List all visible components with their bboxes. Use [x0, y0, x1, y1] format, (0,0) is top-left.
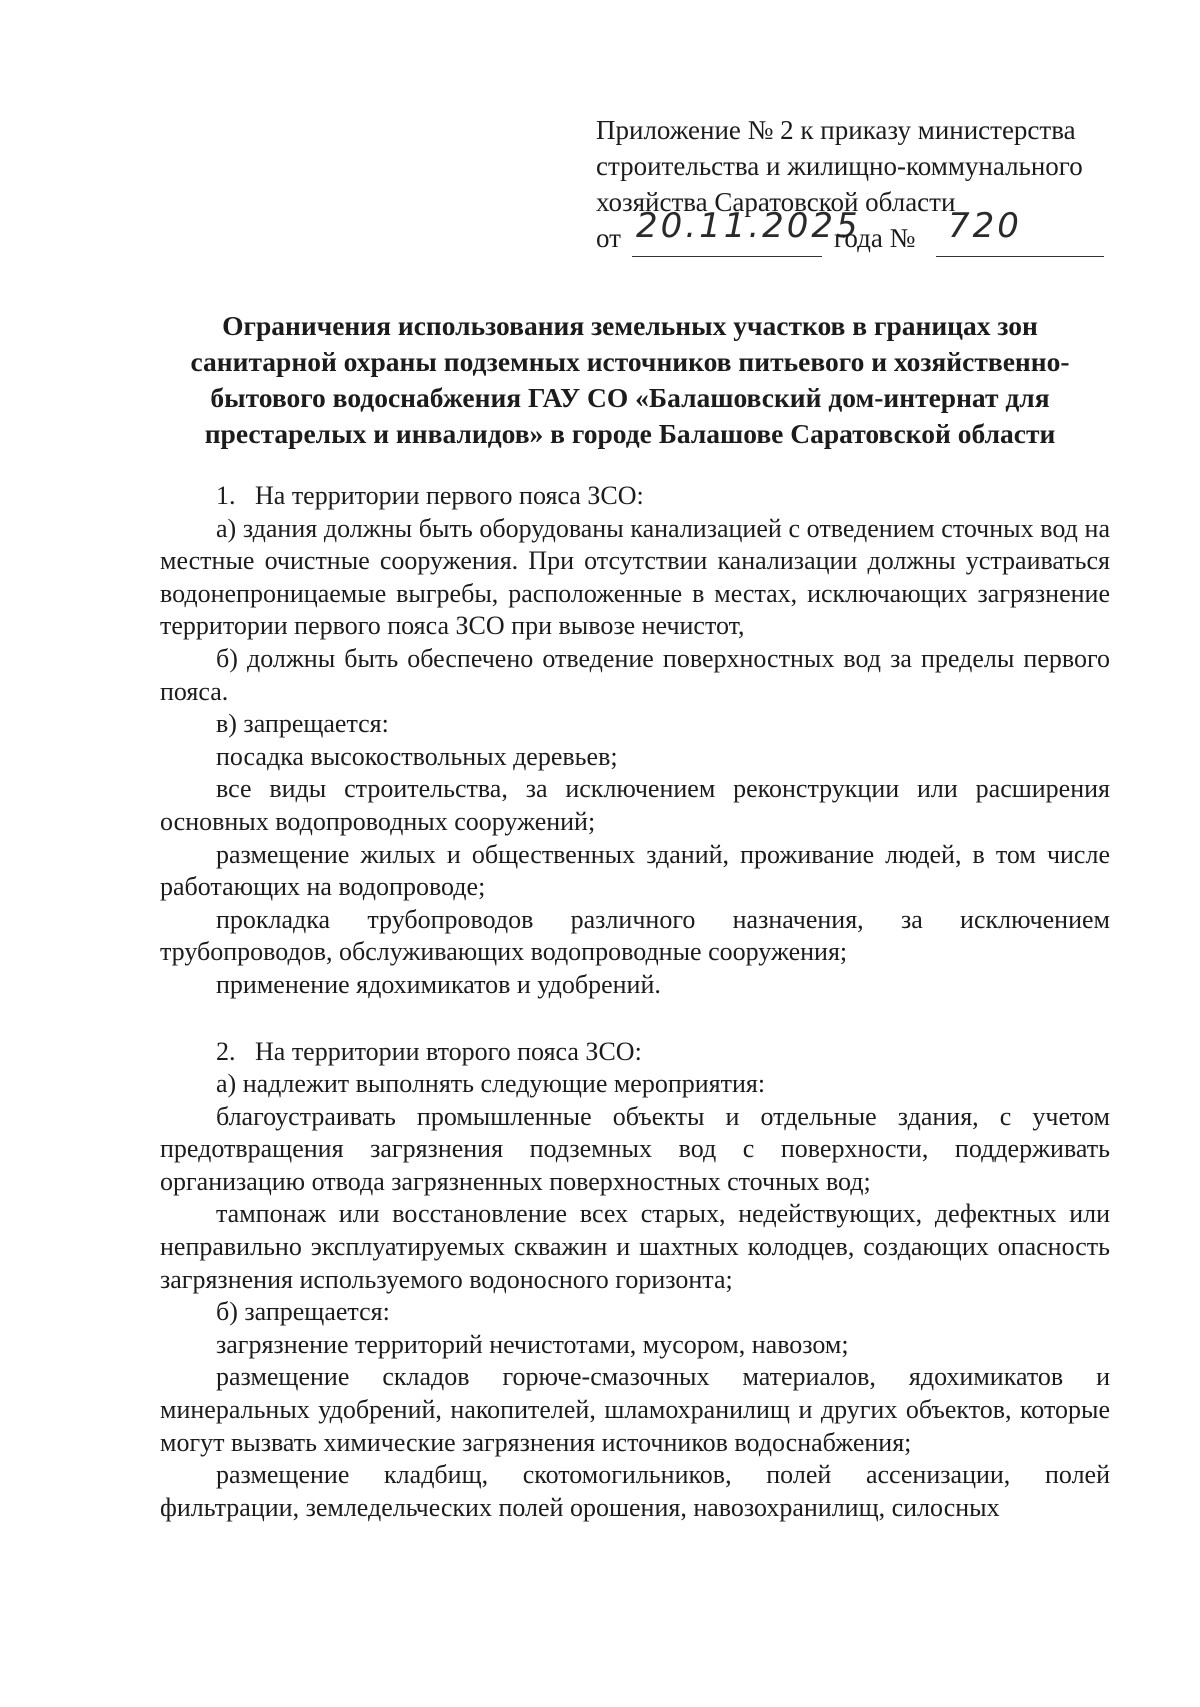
appendix-line-3: хозяйства Саратовской области — [596, 187, 956, 217]
section-1-prohibition: прокладка трубопроводов различного назначения, за исключением трубопроводов, обслуживающих водопроводные сооружения; — [160, 904, 1110, 967]
section-2-prohibition: загрязнение территорий нечистотами, мусором, навозом; — [216, 1329, 849, 1359]
handwritten-date: 20.11.2025 — [636, 206, 861, 246]
section-2-heading: 2. На территории второго пояса ЗСО: — [216, 1036, 642, 1066]
section-2-measure: благоустраивать промышленные объекты и отдельные здания, с учетом предотвращения загрязнения подземных вод с поверхности, поддерживать организацию отвода загрязненных поверхностных сточных вод; — [160, 1101, 1110, 1196]
section-2-measure: тампонаж или восстановление всех старых, недействующих, дефектных или неправильно эксплуатируемых скважин и шахтных колодцев, создающих опасность загрязнения используемого водоносного горизонта; — [160, 1199, 1110, 1294]
from-label: от — [596, 223, 621, 253]
appendix-header — [596, 112, 1116, 256]
section-1-prohibition: посадка высокоствольных деревьев; — [216, 741, 618, 771]
section-1-prohibition: применение ядохимикатов и удобрений. — [216, 969, 661, 999]
section-2-prohibition: размещение складов горюче-смазочных материалов, ядохимикатов и минеральных удобрений, накопителей, шламохранилищ и других объектов, которые могут вызвать химические загрязнения источников водоснабжения; — [160, 1362, 1110, 1457]
section-1-prohibition: размещение жилых и общественных зданий, проживание людей, в том числе работающих на водопроводе; — [160, 839, 1110, 902]
appendix-line-2: строительства и жилищно-коммунального — [596, 151, 1083, 181]
section-1-item-a: а) здания должны быть оборудованы канализацией с отведением сточных вод на местные очистные сооружения. При отсутствии канализации должны устраиваться водонепроницаемые выгребы, расположенные в местах, исключающих загрязнение территории первого пояса ЗСО при вывозе нечистот, — [160, 513, 1110, 641]
order-date-line — [596, 206, 1116, 256]
section-gap — [160, 1002, 1110, 1036]
section-2-item-a: а) надлежит выполнять следующие мероприятия: — [216, 1069, 766, 1099]
appendix-line-1: Приложение № 2 к приказу министерства — [596, 115, 1076, 145]
section-2-item-b: б) запрещается: — [216, 1297, 390, 1327]
section-1-prohibition: все виды строительства, за исключением реконструкции или расширения основных водопроводных сооружений; — [160, 774, 1110, 836]
year-number-label: года № — [834, 223, 916, 253]
document-title: Ограничения использования земельных участков в границах зон санитарной охраны подземных источников питьевого и хозяйственно-бытового водоснабжения ГАУ СО «Балашовский дом-интернат для престарелых и инвалидов» в городе Балашове Саратовской области — [190, 310, 1070, 449]
document-body — [160, 480, 1110, 1524]
date-underline — [632, 206, 861, 257]
section-2-prohibition: размещение кладбищ, скотомогильников, полей ассенизации, полей фильтрации, земледельческих полей орошения, навозохранилищ, силосных — [160, 1460, 1110, 1522]
section-1-heading: 1. На территории первого пояса ЗСО: — [216, 481, 644, 510]
section-1-item-b: б) должны быть обеспечено отведение поверхностных вод за пределы первого пояса. — [160, 643, 1110, 706]
section-1-item-v: в) запрещается: — [216, 709, 389, 739]
number-underline — [936, 206, 1104, 257]
handwritten-number: 720 — [948, 206, 1022, 246]
